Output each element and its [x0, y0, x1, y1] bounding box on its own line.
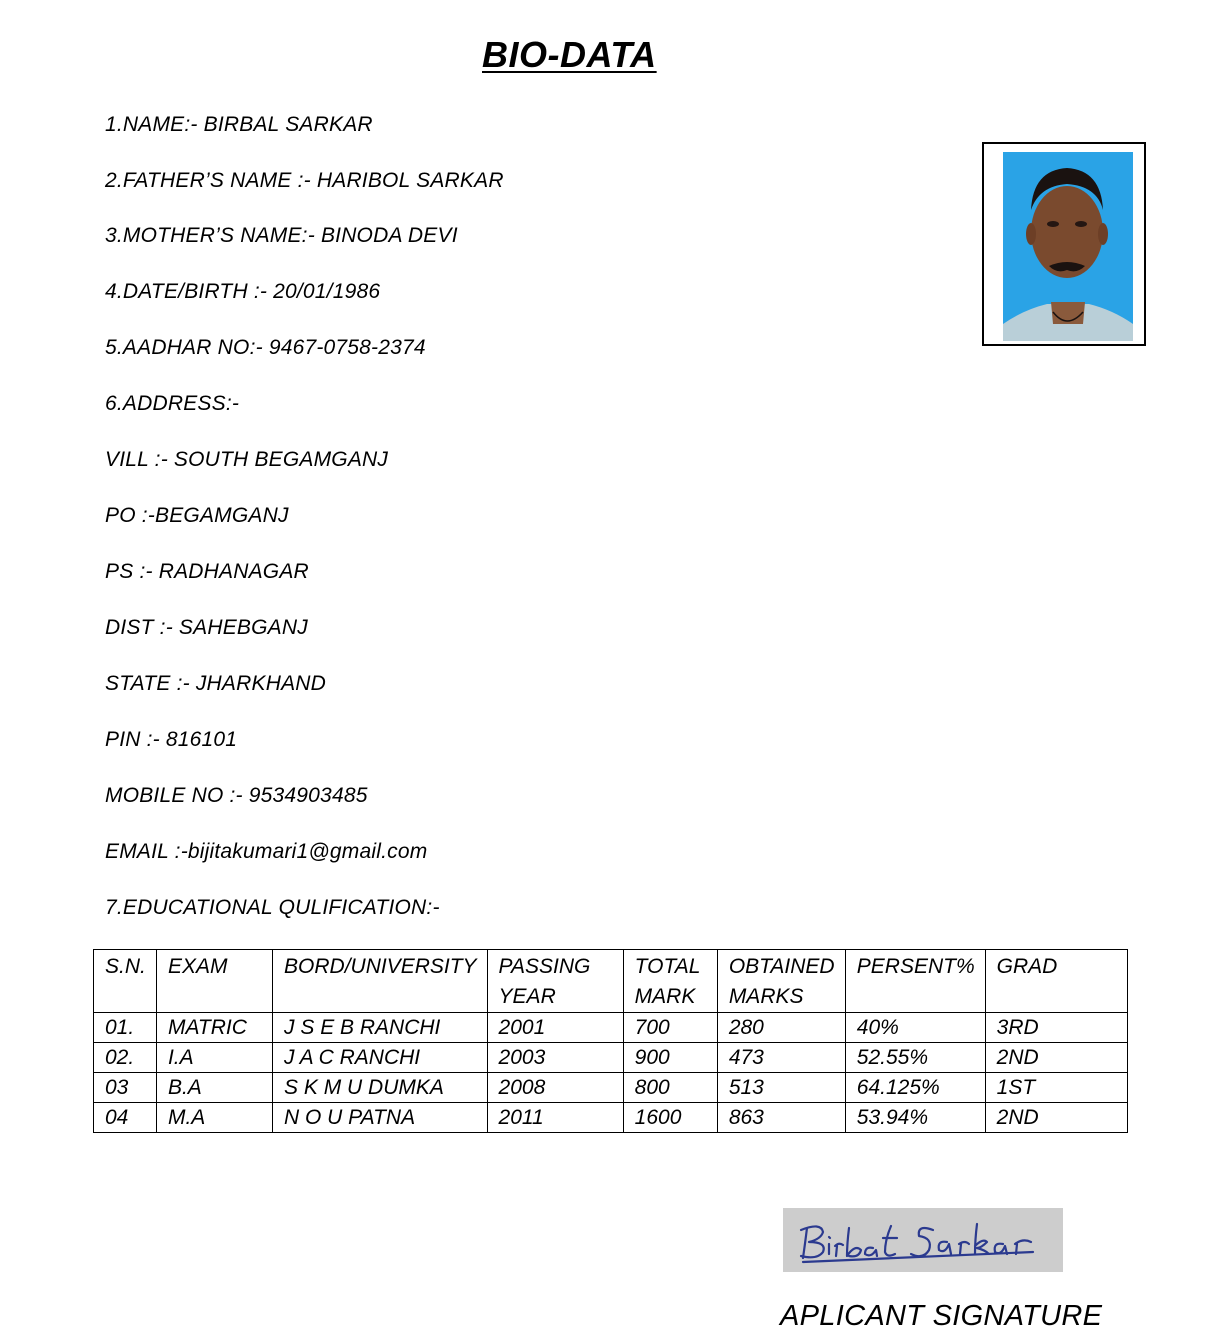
handwritten-signature	[783, 1208, 1063, 1272]
mobile-line: MOBILE NO :- 9534903485	[105, 784, 368, 807]
cell-percent: 40%	[845, 1013, 985, 1043]
date-of-birth-line: 4.DATE/BIRTH :- 20/01/1986	[105, 280, 381, 303]
mother-name-line: 3.MOTHER’S NAME:- BINODA DEVI	[105, 224, 458, 247]
signature-image	[783, 1208, 1063, 1272]
cell-sn: 01.	[94, 1013, 157, 1043]
cell-board: J S E B RANCHI	[273, 1013, 488, 1043]
cell-year: 2001	[487, 1013, 623, 1043]
aadhar-line: 5.AADHAR NO:- 9467-0758-2374	[105, 336, 426, 359]
cell-grade: 2ND	[985, 1043, 1127, 1073]
cell-board: S K M U DUMKA	[273, 1073, 488, 1103]
cell-percent: 53.94%	[845, 1103, 985, 1133]
state-line: STATE :- JHARKHAND	[105, 672, 327, 695]
cell-board: N O U PATNA	[273, 1103, 488, 1133]
cell-sn: 04	[94, 1103, 157, 1133]
cell-obtained: 473	[717, 1043, 845, 1073]
cell-exam: B.A	[156, 1073, 272, 1103]
header-total-mark: TOTAL MARK	[623, 950, 717, 1013]
table-row	[94, 1043, 1128, 1073]
table-row	[94, 1073, 1128, 1103]
cell-total: 900	[623, 1043, 717, 1073]
table-row	[94, 1013, 1128, 1043]
cell-year: 2011	[487, 1103, 623, 1133]
cell-obtained: 280	[717, 1013, 845, 1043]
header-grade: GRAD	[985, 950, 1127, 1013]
pin-line: PIN :- 816101	[105, 728, 238, 751]
name-line: 1.NAME:- BIRBAL SARKAR	[105, 113, 373, 136]
signature-label: APLICANT SIGNATURE	[780, 1300, 1103, 1332]
education-table	[93, 949, 1128, 1133]
cell-grade: 3RD	[985, 1013, 1127, 1043]
header-sn: S.N.	[94, 950, 157, 1013]
page-title: BIO-DATA	[482, 34, 657, 75]
cell-board: J A C RANCHI	[273, 1043, 488, 1073]
district-line: DIST :- SAHEBGANJ	[105, 616, 308, 639]
cell-grade: 1ST	[985, 1073, 1127, 1103]
cell-sn: 02.	[94, 1043, 157, 1073]
cell-exam: I.A	[156, 1043, 272, 1073]
village-line: VILL :- SOUTH BEGAMGANJ	[105, 448, 389, 471]
post-office-line: PO :-BEGAMGANJ	[105, 504, 289, 527]
cell-exam: M.A	[156, 1103, 272, 1133]
table-header-row	[94, 950, 1128, 1013]
education-heading: 7.EDUCATIONAL QULIFICATION:-	[105, 896, 440, 919]
cell-year: 2008	[487, 1073, 623, 1103]
cell-grade: 2ND	[985, 1103, 1127, 1133]
cell-total: 700	[623, 1013, 717, 1043]
cell-exam: MATRIC	[156, 1013, 272, 1043]
police-station-line: PS :- RADHANAGAR	[105, 560, 309, 583]
email-line: EMAIL :-bijitakumari1@gmail.com	[105, 840, 428, 863]
cell-percent: 64.125%	[845, 1073, 985, 1103]
cell-year: 2003	[487, 1043, 623, 1073]
address-heading: 6.ADDRESS:-	[105, 392, 240, 415]
applicant-photo	[982, 142, 1146, 346]
table-row	[94, 1103, 1128, 1133]
father-name-line: 2.FATHER’S NAME :- HARIBOL SARKAR	[105, 169, 504, 192]
header-exam: EXAM	[156, 950, 272, 1013]
header-percent: PERSENT%	[845, 950, 985, 1013]
cell-percent: 52.55%	[845, 1043, 985, 1073]
header-obtained-marks: OBTAINED MARKS	[717, 950, 845, 1013]
cell-total: 800	[623, 1073, 717, 1103]
header-board: BORD/UNIVERSITY	[273, 950, 488, 1013]
cell-obtained: 513	[717, 1073, 845, 1103]
cell-total: 1600	[623, 1103, 717, 1133]
cell-obtained: 863	[717, 1103, 845, 1133]
portrait-image	[1003, 152, 1133, 341]
header-passing-year: PASSING YEAR	[487, 950, 623, 1013]
cell-sn: 03	[94, 1073, 157, 1103]
